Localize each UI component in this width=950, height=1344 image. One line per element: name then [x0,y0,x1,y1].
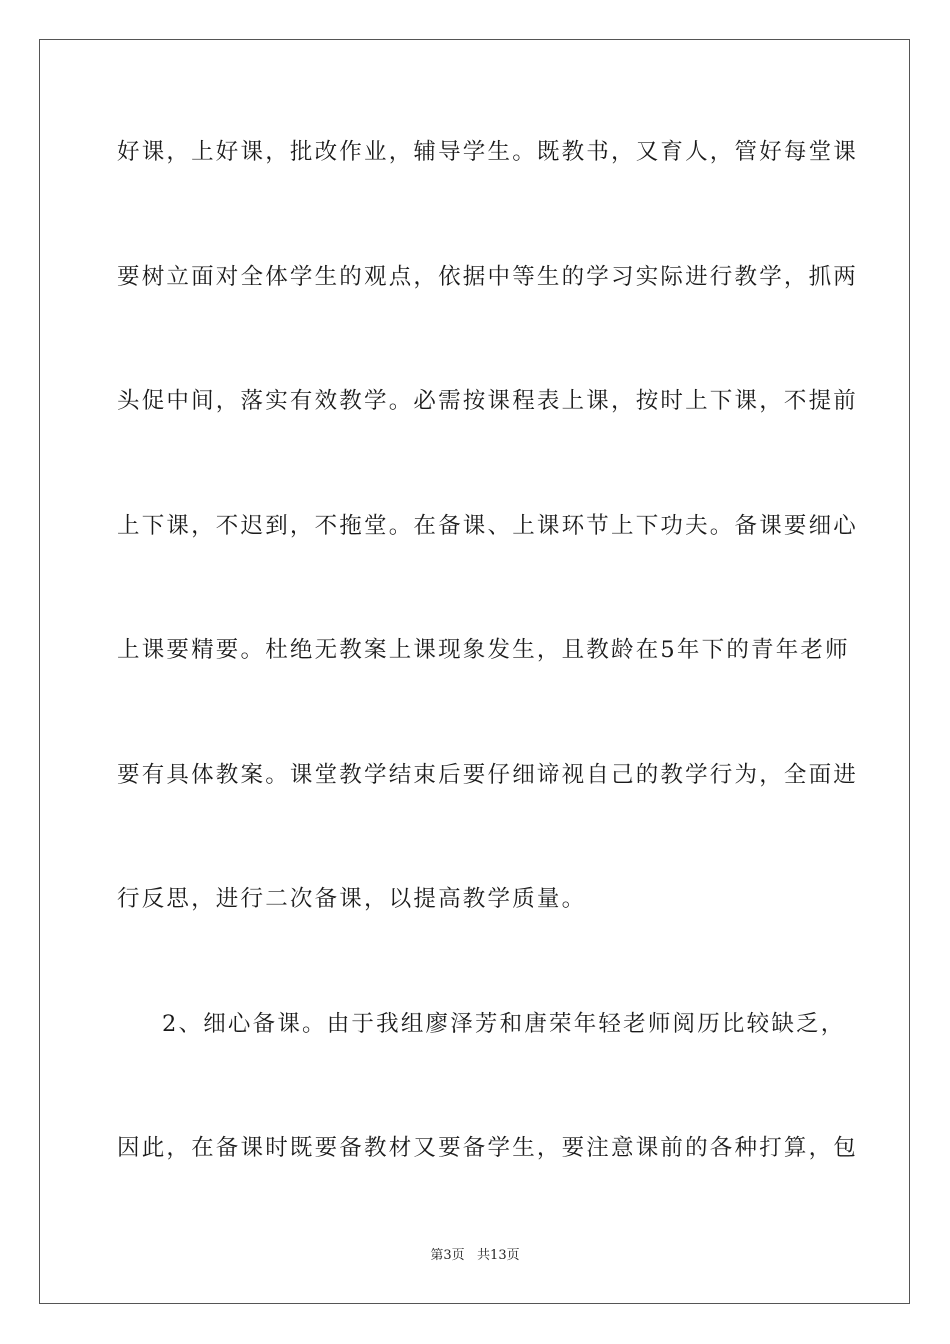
body-text-line: 要有具体教案。课堂教学结束后要仔细谛视自己的教学行为，全面进 [117,762,859,788]
body-text-line: 上下课，不迟到，不拖堂。在备课、上课环节上下功夫。备课要细心 [117,513,859,539]
body-text-line: 行反思，进行二次备课，以提高教学质量。 [117,886,587,912]
body-text-line: 头促中间，落实有效教学。必需按课程表上课，按时上下课，不提前 [117,388,859,414]
page-border [39,39,910,1304]
body-text-line: 要树立面对全体学生的观点，依据中等生的学习实际进行教学，抓两 [117,264,859,290]
page-number-footer: 第3页 共13页 [430,1248,520,1263]
body-text-line: 上课要精要。杜绝无教案上课现象发生，且教龄在5年下的青年老师 [117,637,850,663]
paragraph-start-line: 2、细心备课。由于我组廖泽芳和唐荣年轻老师阅历比较缺乏， [162,1011,846,1037]
body-text-line: 因此，在备课时既要备教材又要备学生，要注意课前的各种打算，包 [117,1135,859,1161]
body-text-line: 好课，上好课，批改作业，辅导学生。既教书，又育人，管好每堂课 [117,139,859,165]
